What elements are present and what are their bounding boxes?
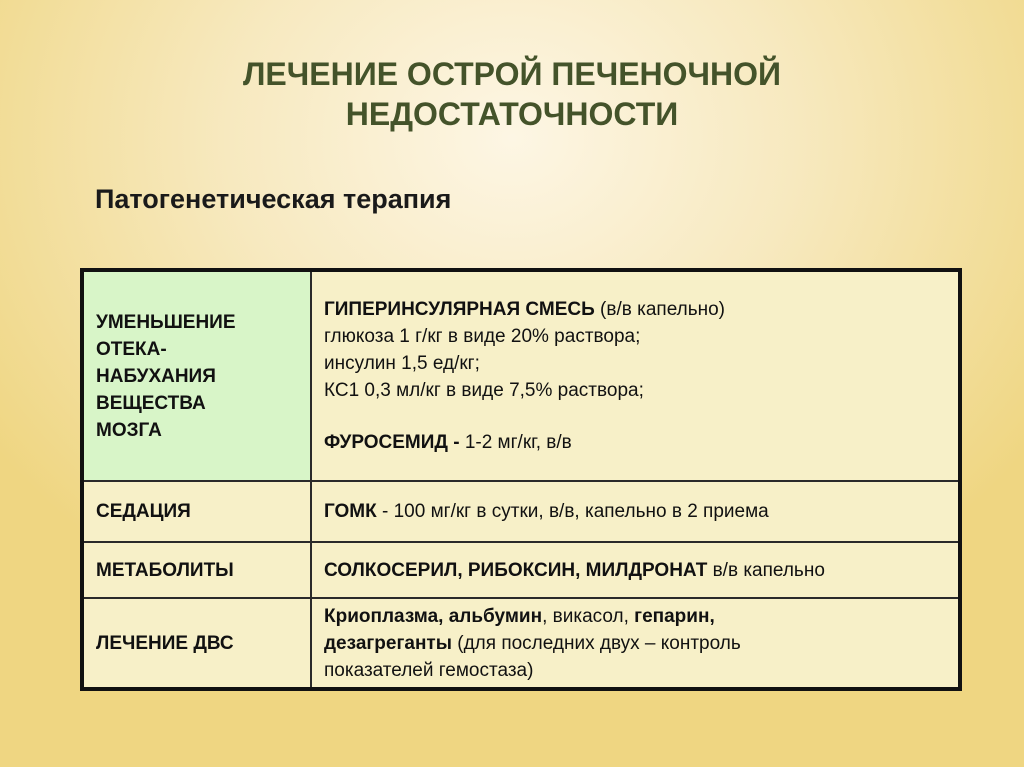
title-line-1: ЛЕЧЕНИЕ ОСТРОЙ ПЕЧЕНОЧНОЙ bbox=[242, 56, 782, 92]
label-line: ВЕЩЕСТВА bbox=[96, 392, 206, 414]
value-line: инсулин 1,5 ед/кг; bbox=[324, 353, 480, 374]
therapy-table bbox=[80, 268, 962, 691]
drug-detail: , викасол, bbox=[542, 605, 635, 627]
title-line-2: НЕДОСТАТОЧНОСТИ bbox=[345, 96, 679, 132]
value-line bbox=[324, 296, 950, 323]
spacer bbox=[324, 404, 950, 429]
value-line bbox=[324, 429, 950, 456]
row-label-metabolites: МЕТАБОЛИТЫ bbox=[82, 542, 311, 598]
drug-name: дезагреганты bbox=[324, 632, 452, 654]
value-line: КС1 0,3 мл/кг в виде 7,5% раствора; bbox=[324, 380, 644, 401]
drug-detail: - 100 мг/кг в сутки, в/в, капельно в 2 приема bbox=[376, 501, 769, 522]
row-label-brain-edema bbox=[82, 270, 311, 481]
drug-name: Криоплазма, альбумин bbox=[324, 605, 543, 627]
label-line: УМЕНЬШЕНИЕ bbox=[96, 311, 236, 333]
value-line bbox=[324, 603, 950, 630]
drug-name: гепарин, bbox=[634, 605, 715, 627]
drug-name: ГОМК bbox=[324, 501, 377, 522]
value-line: показателей гемостаза) bbox=[324, 659, 534, 681]
row-value-sedation bbox=[311, 481, 960, 542]
slide-subtitle: Патогенетическая терапия bbox=[95, 184, 452, 214]
label-line: МОЗГА bbox=[96, 419, 162, 441]
table-row bbox=[82, 598, 960, 689]
row-value-dic-treatment bbox=[311, 598, 960, 689]
table-row bbox=[82, 481, 960, 542]
drug-detail: (в/в капельно) bbox=[594, 299, 726, 320]
table-row bbox=[82, 270, 960, 481]
drug-detail: 1-2 мг/кг, в/в bbox=[464, 432, 572, 453]
drug-name: ГИПЕРИНСУЛЯРНАЯ СМЕСЬ bbox=[324, 299, 595, 320]
slide-title bbox=[0, 54, 1024, 134]
drug-detail: в/в капельно bbox=[707, 559, 825, 581]
value-line: глюкоза 1 г/кг в виде 20% раствора; bbox=[324, 326, 641, 347]
table-row bbox=[82, 542, 960, 598]
row-value-metabolites bbox=[311, 542, 960, 598]
label-line: НАБУХАНИЯ bbox=[96, 365, 216, 387]
drug-name: ФУРОСЕМИД - bbox=[324, 432, 465, 453]
drug-name: СОЛКОСЕРИЛ, РИБОКСИН, МИЛДРОНАТ bbox=[324, 559, 708, 581]
value-line bbox=[324, 630, 950, 657]
row-label-sedation: СЕДАЦИЯ bbox=[82, 481, 311, 542]
label-line: ОТЕКА- bbox=[96, 338, 167, 360]
drug-detail: (для последних двух – контроль bbox=[451, 632, 741, 654]
row-value-brain-edema bbox=[311, 270, 960, 481]
row-label-dic-treatment: ЛЕЧЕНИЕ ДВС bbox=[82, 598, 311, 689]
